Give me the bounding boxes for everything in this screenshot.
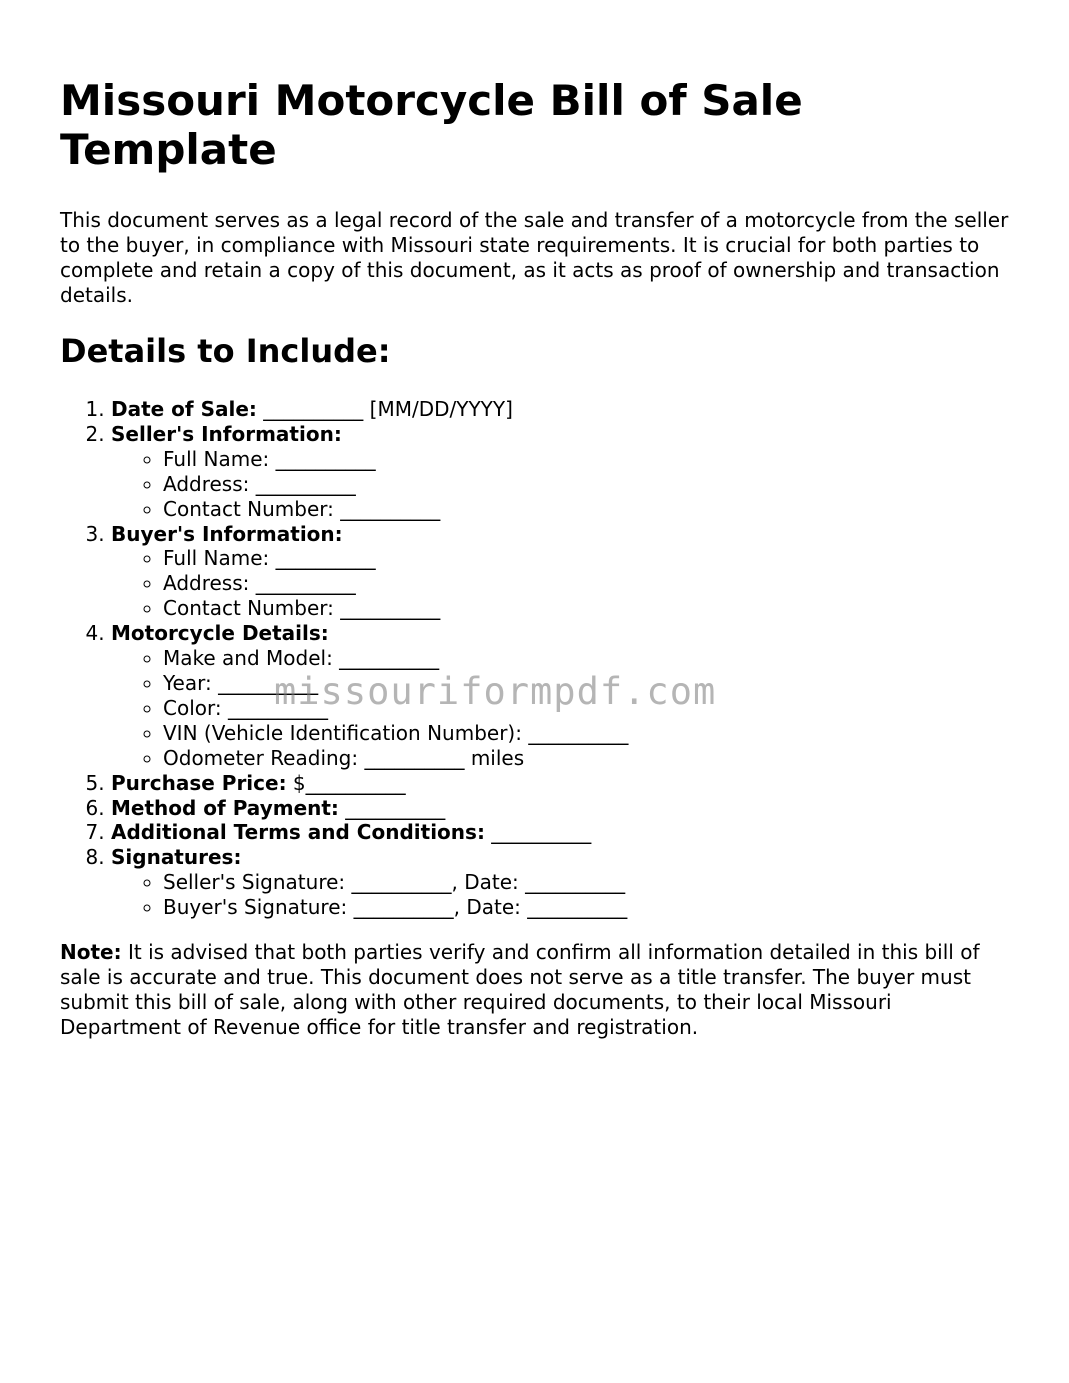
motorcycle-make-model: ◦ Make and Model: __________ [163, 646, 1010, 671]
motorcycle-color: ◦ Color: __________ [163, 696, 1010, 721]
list-item-motorcycle [111, 621, 1010, 770]
price-label: Purchase Price: [111, 770, 287, 795]
buyer-signature: ◦ Buyer's Signature: __________, Date: __________ [163, 895, 1010, 920]
buyer-address: ◦ Address: __________ [163, 571, 1010, 596]
document-page [60, 76, 1010, 1040]
motorcycle-label: Motorcycle Details: [111, 621, 329, 646]
price-field: $__________ [286, 770, 406, 795]
list-item-seller [111, 422, 1010, 522]
buyer-label: Buyer's Information: [111, 521, 343, 546]
seller-address: ◦ Address: __________ [163, 472, 1010, 497]
list-item-buyer [111, 522, 1010, 622]
date-field: __________ [MM/DD/YYYY] [256, 397, 513, 421]
buyer-contact: ◦ Contact Number: __________ [163, 596, 1010, 621]
note-label: Note: [60, 940, 122, 965]
payment-label: Method of Payment: [111, 795, 339, 820]
motorcycle-sublist [111, 646, 1010, 771]
motorcycle-year: ◦ Year: __________ [163, 671, 1010, 696]
note-text: It is advised that both parties verify and confirm all information detailed in this bill of sale is accurate and true. This document does not serve as a title transfer. The buyer must submit this bill of sale, along with other required documents, to their local Missouri Department of Revenue office for title transfer and registration. [60, 940, 980, 1040]
payment-field: __________ [338, 795, 446, 820]
terms-label: Additional Terms and Conditions: [111, 820, 485, 845]
list-item-terms [111, 820, 1010, 845]
seller-full-name: ◦ Full Name: __________ [163, 447, 1010, 472]
details-list [60, 397, 1010, 920]
seller-contact: ◦ Contact Number: __________ [163, 497, 1010, 522]
section-heading: Details to Include: [60, 332, 391, 370]
intro-paragraph: This document serves as a legal record of the sale and transfer of a motorcycle from the seller to the buyer, in compliance with Missouri state requirements. It is crucial for both parties to complete and retain a copy of this document, as it acts as proof of ownership and transaction details. [60, 208, 1009, 307]
signatures-sublist [111, 870, 1010, 920]
list-item-signatures [111, 845, 1010, 920]
watermark: missouriformpdf.com [274, 670, 717, 713]
terms-field: __________ [484, 820, 592, 845]
seller-label: Seller's Information: [111, 421, 342, 446]
buyer-sublist [111, 546, 1010, 621]
page-title: Missouri Motorcycle Bill of Sale Template [60, 76, 803, 174]
list-item-payment [111, 796, 1010, 821]
buyer-full-name: ◦ Full Name: __________ [163, 546, 1010, 571]
date-label: Date of Sale: [111, 397, 257, 421]
list-item-date [111, 397, 1010, 422]
motorcycle-odometer: ◦ Odometer Reading: __________ miles [163, 746, 1010, 771]
list-item-price [111, 771, 1010, 796]
signatures-label: Signatures: [111, 845, 242, 870]
seller-signature: ◦ Seller's Signature: __________, Date: __________ [163, 870, 1010, 895]
note-paragraph [60, 940, 1010, 1040]
seller-sublist [111, 447, 1010, 522]
motorcycle-vin: ◦ VIN (Vehicle Identification Number): __________ [163, 721, 1010, 746]
